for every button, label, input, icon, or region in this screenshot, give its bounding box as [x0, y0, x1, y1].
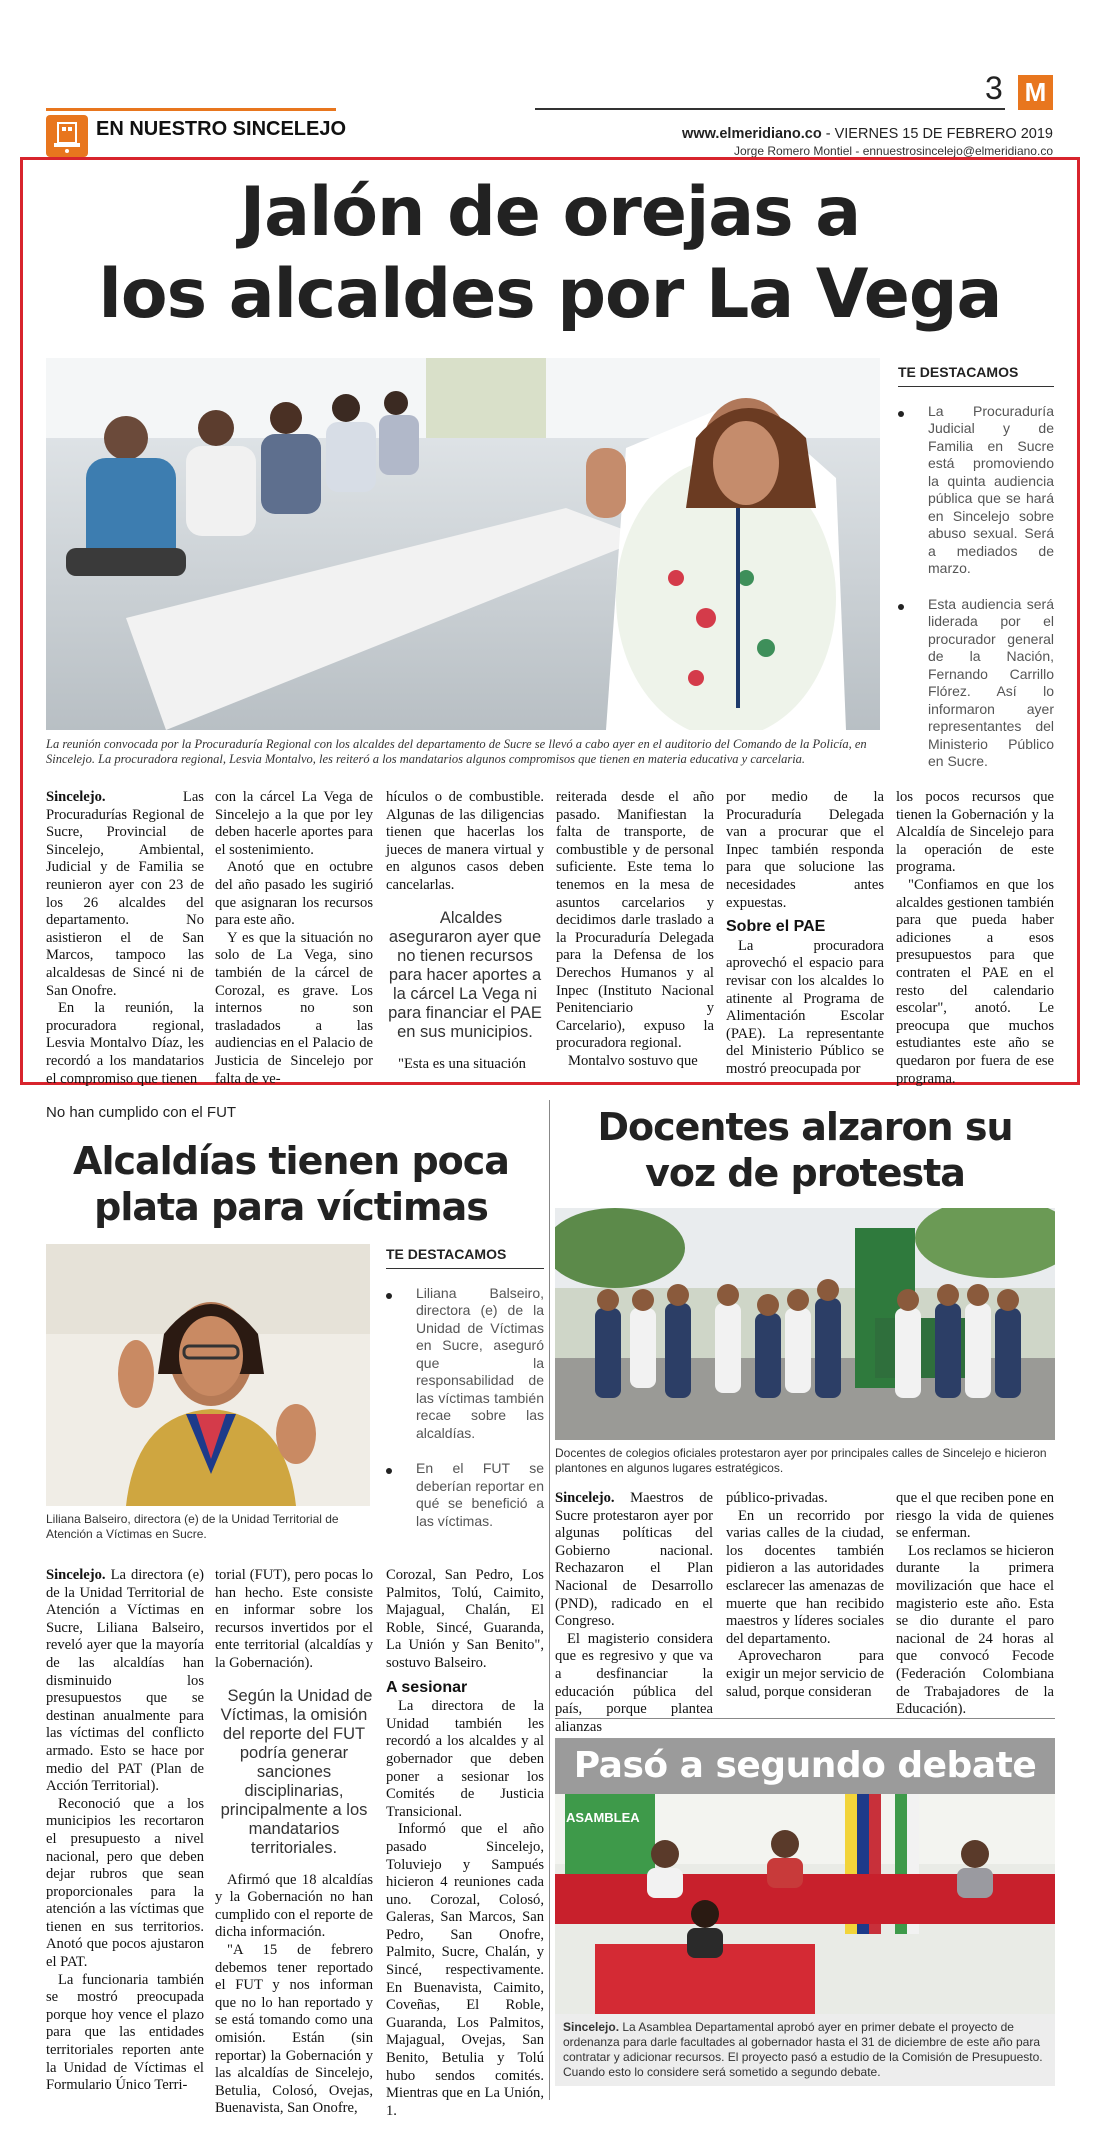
article2-photo — [46, 1244, 370, 1506]
article1-highlights — [898, 364, 1054, 789]
article1-highlights-title: TE DESTACAMOS — [898, 364, 1054, 387]
article2-col2: torial (FUT), pero pocas lo han hecho. Este consiste en informar sobre los recursos invertidos por el ente territorial (alcaldías y la Gobernación). Según la Unidad de Víctimas, la omisión del reporte del FUT podría generar sanciones disciplinarias, principalmente a los mandatarios territoriales. Afirmó que 18 alcaldías y la Gobernación no han cumplido con el reporte de dicha información. "A 15 de febrero debemos tener reportado el FUT y nos informan que no lo han reportado y se está tomando como una omisión. Están (sin reportar) la Gobernación y las alcaldías de Sincelejo, Betulia, Colosó, Ovejas, Buenavista, San Onofre, — [215, 1567, 373, 2117]
byline: Jorge Romero Montiel - ennuestrosincelejo@elmeridiano.co — [733, 144, 1053, 158]
article1-col2: con la cárcel La Vega de Sincelejo a la que por ley deben hacerle aportes para el sostenimiento. Anotó que en octubre del año pasado les sugirió que asignaran los recursos para este año. Y es que la situación no solo de La Vega, sino también de la cárcel de Corozal, es grave. Los internos no son trasladados a las audiencias en el Palacio de Justicia de Sincelejo por falta de ve- — [215, 789, 373, 1087]
article1-col6: los pocos recursos que tienen la Gobernación y la Alcaldía de Sincelejo para la operación de este programa. "Confiamos en que los alcaldes gestionen también para que pueda haber adiciones a esos presupuestos para que contraten el PAE en el resto del calendario escolar", anotó. Le preocupa que muchos estudiantes este año se quedaron por fuera de ese programa. — [896, 789, 1054, 1087]
section-rule — [46, 108, 336, 111]
article1-headline-line2: los alcaldes por La Vega — [98, 255, 1002, 334]
subhead: A sesionar — [386, 1678, 468, 1696]
pull-quote: Según la Unidad de Víctimas, la omisión del reporte del FUT podría generar sanciones disciplinarias, principalmente a los mandatarios territoriales. — [220, 1686, 373, 1857]
article2-highlight-item: En el FUT se deberían reportar en qué se benefició a las víctimas. — [386, 1460, 544, 1530]
article2-caption: Liliana Balseiro, directora (e) de la Unidad Territorial de Atención a Víctimas en Sucre. — [46, 1512, 339, 1541]
section-title: EN NUESTRO SINCELEJO — [96, 118, 347, 140]
article4-headline: Pasó a segundo debate — [573, 1745, 1037, 1786]
article1-headline — [30, 172, 1070, 336]
subhead: Sobre el PAE — [726, 918, 826, 936]
column-divider — [549, 1100, 550, 2100]
article2-col1: Sincelejo. La directora (e) de la Unidad Territorial de Atención a Víctimas en Sucre, Liliana Balseiro, reveló ayer que la mayoría de las alcaldías han disminuido los presupuestos que se destinan anualmente para las víctimas del conflicto armado. Esto se hace por medio del PAT (Plan de Acción Territorial). Reconoció que a los municipios les recortaron el presupuesto a nivel nacional, pero que deben dejar rubros que sean proporcionales para la atención a las víctimas que tienen en sus territorios. Anotó que pocos ajustaron el PAT. La funcionaria también se mostró preocupada porque hoy vence el plazo para que las entidades territoriales reporten ante la Unidad de Víctimas el Formulario Único Terri- — [46, 1567, 204, 2094]
article1-caption: La reunión convocada por la Procuraduría Regional con los alcaldes del departamento de Sucre se llevó a cabo ayer en el auditorio del Comando de la Policía, en Sincelejo. La procuradora regional, Lesvia Montalvo, les reiteró a los mandatarios algunos compromisos que tienen en materia educativa y carcelaria. — [46, 737, 867, 766]
article4-banner-text: ASAMBLEA — [566, 1810, 640, 1825]
logo: M — [1018, 75, 1053, 110]
article1-col5: por medio de la Procuraduría Delegada van a procurar que el Inpec también responda para que solucione las necesidades antes expuestas. Sobre el PAE La procuradora aprovechó el espacio para revisar con los alcaldes lo atinente al Programa de Alimentación Escolar (PAE). La representante del Ministerio Público se mostró preocupada por — [726, 789, 884, 1077]
dateline-lead: Sincelejo. — [46, 789, 106, 805]
article3-caption: Docentes de colegios oficiales protestaron ayer por principales calles de Sincelejo e hicieron plantones en algunos lugares estratégicos. — [555, 1446, 1047, 1475]
article2-highlights-title: TE DESTACAMOS — [386, 1246, 544, 1269]
article1-col1: Sincelejo. Las Procuradurías Regional de Sucre, Provincial de Sincelejo, Ambiental, Judicial y de Familia se reunieron ayer con 23 de los 26 alcaldes del departamento. No asistieron el de San Marcos, tampoco las alcaldesas de Sincé ni de San Onofre. En la reunión, la procuradora regional, Lesvia Montalvo Díaz, les recordó a los mandatarios el compromiso que tienen — [46, 789, 204, 1087]
article3-photo — [555, 1208, 1055, 1440]
article4-caption: Sincelejo. La Asamblea Departamental aprobó ayer en primer debate el proyecto de ordenanza para darle facultades al gobernador hasta el 31 de diciembre de este año para contratar y adicionar recursos. El proyecto pasó a estudio de la Comisión de Presupuesto. Cuando esto lo considere será sometido a segundo debate. — [555, 2014, 1055, 2086]
article4-photo — [555, 1794, 1055, 2014]
article1-photo — [46, 358, 880, 730]
article1-highlight-item: Esta audiencia será liderada por el procurador general de la Nación, Fernando Carrillo Flórez. Así lo informaron ayer representantes del Ministerio Público en Sucre. — [898, 596, 1054, 771]
article2-headline: Alcaldías tienen poca plata para víctimas — [73, 1139, 509, 1229]
article3-col2: público-privadas. En un recorrido por varias calles de la ciudad, los docentes también pidieron a las autoridades esclarecer las amenazas de muerte que han recibido maestros y líderes sociales del departamento. Aprovecharon para exigir un mejor servicio de salud, porque consideran — [726, 1490, 884, 1700]
date: - VIERNES 15 DE FEBRERO 2019 — [825, 126, 1053, 142]
page-number: 3 — [985, 70, 1003, 106]
article3-col1: Sincelejo. Maestros de Sucre protestaron ayer por algunas políticas del Gobierno nacional. Rechazaron el Plan Nacional de Desarrollo (PND), radicado en el Congreso. El magisterio considera que es regresivo y que va a desfinanciar la educación pública del país, porque plantea alianzas — [555, 1490, 713, 1735]
article2-highlights — [386, 1246, 544, 1548]
article3-headline: Docentes alzaron su voz de protesta — [597, 1105, 1013, 1195]
dateline — [682, 126, 1053, 142]
section-icon — [46, 115, 88, 157]
pull-quote: Alcaldes aseguraron ayer que no tienen recursos para hacer aportes a la cárcel La Vega ni para financiar el PAE en sus municipios. — [388, 908, 542, 1041]
header-rule — [535, 108, 1005, 110]
section-divider — [555, 1718, 1055, 1719]
article2-kicker: No han cumplido con el FUT — [46, 1104, 237, 1121]
website[interactable]: www.elmeridiano.co — [682, 126, 822, 142]
article3-col3: que el que reciben pone en riesgo la vida de quienes se enferman. Los reclamos se hicieron durante la primera movilización que hace el magisterio este año. Esta se dio durante el paro nacional de 24 horas al que convocó Fecode (Federación Colombiana de Trabajadores de la Educación). — [896, 1490, 1054, 1718]
article2-col3: Corozal, San Pedro, Los Palmitos, Tolú, Caimito, Majagual, Chalán, El Roble, Sincé, Guaranda, La Unión y San Benito", sostuvo Balseiro. A sesionar La directora de la Unidad también les recordó a los alcaldes y al gobernador que deben poner a sesionar los Comités de Justicia Transicional. Informó que el año pasado Sincelejo, Toluviejo y Sampués hicieron 4 reuniones cada uno. Corozal, Colosó, Galeras, San Marcos, San Pedro, San Onofre, Palmito, Sucre, Chalán, y Sincé, respectivamente. En Buenavista, Caimito, Coveñas, El Roble, Guaranda, Los Palmitos, Majagual, Ovejas, San Benito, Betulia y Tolú hubo sendos comités. Mientras que en La Unión, 1. — [386, 1567, 544, 2119]
article2-highlight-item: Liliana Balseiro, directora (e) de la Unidad de Víctimas en Sucre, aseguró que la responsabilidad de las víctimas también recae sobre las alcaldías. — [386, 1285, 544, 1443]
article1-headline-line1: Jalón de orejas a — [239, 173, 861, 252]
article1-highlight-item: La Procuraduría Judicial y de Familia en Sucre está promoviendo la quinta audiencia pública que se hará en Sincelejo sobre abuso sexual. Será a mediados de marzo. — [898, 403, 1054, 578]
article1-col3: hículos o de combustible. Algunas de las diligencias tienen que hacerlas los jueces de manera virtual y en algunos casos deben cancelarlas. Alcaldes aseguraron ayer que no tienen recursos para hacer aportes a la cárcel La Vega ni para financiar el PAE en sus municipios. "Esta es una situación — [386, 789, 544, 1072]
article1-col4: reiterada desde el año pasado. Manifiestan la falta de transporte, de combustible y de personal suficiente. Este tema lo tenemos en la mesa de asuntos carcelarios y decidimos darle traslado a la Procuraduría Delegada para la Defensa de los Derechos Humanos y al Inpec (Instituto Nacional Penitenciario y Carcelario), expuso la procuradora regional. Montalvo sostuvo que — [556, 789, 714, 1069]
